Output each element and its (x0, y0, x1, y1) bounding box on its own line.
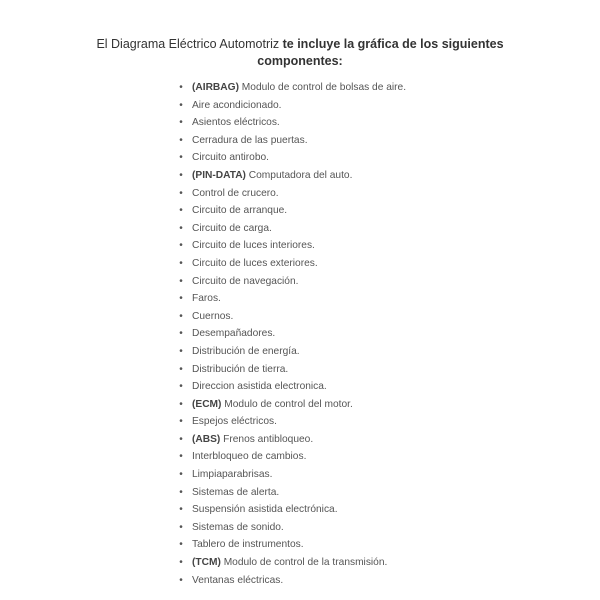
bullet-icon: • (179, 451, 183, 463)
component-label: Computadora del auto. (245, 169, 353, 181)
component-code: (AIRBAG) (192, 82, 239, 93)
component-code: (TCM) (192, 557, 221, 569)
component-code: (PIN-DATA) (192, 169, 246, 181)
component-label: Control de crucero. (192, 187, 279, 199)
component-label: Cuernos. (192, 310, 234, 322)
list-item (178, 185, 406, 203)
component-label: Circuito de carga. (192, 222, 272, 234)
component-label: Ventanas eléctricas. (192, 574, 284, 586)
bullet-icon: • (179, 152, 183, 164)
component-label: Faros. (192, 293, 221, 305)
bullet-icon: • (179, 82, 183, 93)
bullet-icon: • (179, 486, 183, 498)
bullet-icon: • (179, 275, 183, 287)
component-label: Tablero de instrumentos. (192, 539, 304, 551)
list-item (178, 554, 406, 572)
list-item (178, 290, 406, 308)
list-item (178, 308, 406, 326)
component-label: Suspensión asistida electrónica. (192, 504, 338, 516)
list-item (178, 132, 406, 150)
bullet-icon: • (179, 328, 183, 340)
list-item (178, 536, 406, 554)
list-item (178, 167, 406, 185)
list-item (178, 343, 406, 361)
bullet-icon: • (179, 539, 183, 551)
bullet-icon: • (179, 169, 183, 181)
bullet-icon: • (179, 433, 183, 445)
list-item (178, 431, 406, 449)
component-label: Modulo de control de bolsas de aire. (238, 82, 407, 93)
list-item (178, 149, 406, 167)
bullet-icon: • (179, 293, 183, 305)
component-label: Distribución de tierra. (192, 363, 289, 375)
component-code: (ABS) (192, 433, 221, 445)
list-item (178, 273, 406, 291)
bullet-icon: • (179, 257, 183, 269)
heading-normal-text: El Diagrama Eléctrico Automotriz (96, 37, 283, 51)
component-label: Modulo de control de la transmisión. (220, 557, 388, 569)
list-item (178, 325, 406, 343)
bullet-icon: • (179, 504, 183, 516)
bullet-icon: • (179, 345, 183, 357)
bullet-icon: • (179, 381, 183, 393)
list-item (178, 202, 406, 220)
list-item (178, 237, 406, 255)
list-item (178, 220, 406, 238)
bullet-icon: • (179, 117, 183, 129)
bullet-icon: • (179, 134, 183, 146)
bullet-icon: • (179, 222, 183, 234)
list-item (178, 484, 406, 502)
component-label: Circuito de arranque. (192, 205, 288, 217)
component-label: Direccion asistida electronica. (192, 381, 327, 393)
list-item (178, 448, 406, 466)
bullet-icon: • (179, 363, 183, 375)
component-label: Sistemas de alerta. (192, 486, 280, 498)
bullet-icon: • (179, 521, 183, 533)
list-item (178, 396, 406, 414)
bullet-icon: • (179, 469, 183, 481)
component-label: Limpiaparabrisas. (192, 469, 273, 481)
bullet-icon: • (179, 310, 183, 322)
list-item (178, 255, 406, 273)
bullet-icon: • (179, 398, 183, 410)
list-item (178, 361, 406, 379)
component-label: Circuito antirobo. (192, 152, 270, 164)
component-label: Cerradura de las puertas. (192, 134, 308, 146)
list-item (178, 413, 406, 431)
bullet-icon: • (179, 574, 183, 586)
component-label: Circuito de luces interiores. (192, 240, 315, 252)
page-heading (60, 36, 540, 70)
list-item (178, 378, 406, 396)
component-label: Modulo de control del motor. (221, 398, 353, 410)
component-label: Sistemas de sonido. (192, 521, 284, 533)
components-list (178, 79, 406, 589)
bullet-icon: • (179, 187, 183, 199)
bullet-icon: • (179, 416, 183, 428)
component-label: Aire acondicionado. (192, 99, 282, 111)
component-label: Circuito de navegación. (192, 275, 299, 287)
bullet-icon: • (179, 99, 183, 111)
component-label: Circuito de luces exteriores. (192, 257, 318, 269)
list-item (178, 79, 406, 97)
list-item (178, 572, 406, 590)
component-label: Frenos antibloqueo. (220, 433, 314, 445)
list-item (178, 501, 406, 519)
list-item (178, 466, 406, 484)
heading-bold-text: te incluye la gráfica de los siguientes componentes: (257, 37, 504, 68)
component-label: Espejos eléctricos. (192, 416, 277, 428)
component-label: Distribución de energía. (192, 345, 300, 357)
list-item (178, 97, 406, 115)
list-item (178, 519, 406, 537)
bullet-icon: • (179, 240, 183, 252)
component-code: (ECM) (192, 398, 222, 410)
component-label: Asientos eléctricos. (192, 117, 280, 129)
bullet-icon: • (179, 205, 183, 217)
component-label: Desempañadores. (192, 328, 276, 340)
list-item (178, 114, 406, 132)
component-label: Interbloqueo de cambios. (192, 451, 307, 463)
bullet-icon: • (179, 557, 183, 569)
